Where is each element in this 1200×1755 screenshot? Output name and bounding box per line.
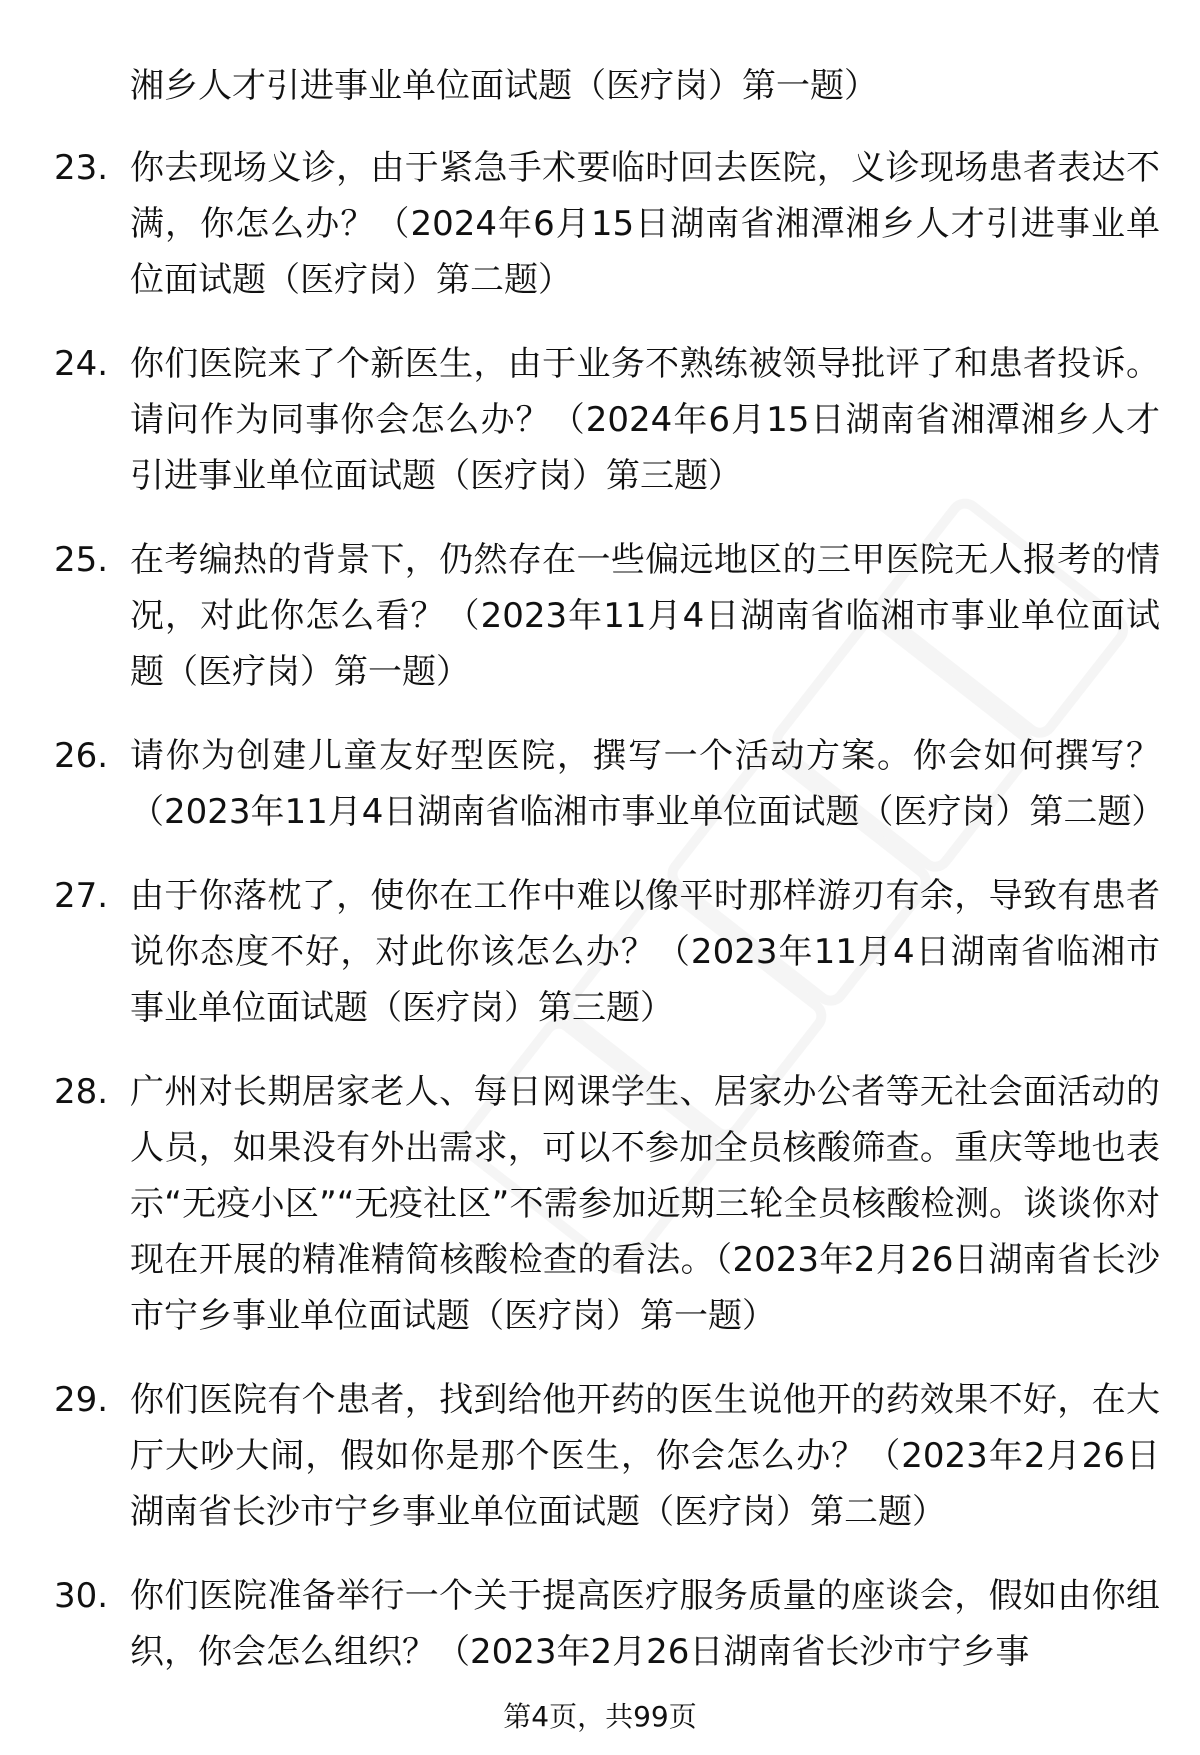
question-number: 23. xyxy=(54,148,109,188)
question-item xyxy=(0,1568,1200,1680)
question-number: 29. xyxy=(54,1380,109,1420)
question-item xyxy=(0,140,1200,308)
question-item xyxy=(0,1372,1200,1540)
question-number: 30. xyxy=(54,1576,109,1616)
question-text: 在考编热的背景下，仍然存在一些偏远地区的三甲医院无人报考的情况，对此你怎么看？（2023年11月4日湖南省临湘市事业单位面试题（医疗岗）第一题） xyxy=(130,540,1160,692)
question-item xyxy=(0,1064,1200,1344)
question-number: 25. xyxy=(54,540,109,580)
question-list xyxy=(0,140,1200,1708)
question-number: 27. xyxy=(54,876,109,916)
question-item xyxy=(0,728,1200,840)
question-text: 你们医院准备举行一个关于提高医疗服务质量的座谈会，假如由你组织，你会怎么组织？（2023年2月26日湖南省长沙市宁乡事 xyxy=(130,1576,1160,1672)
question-text: 由于你落枕了，使你在工作中难以像平时那样游刃有余，导致有患者说你态度不好，对此你该怎么办？（2023年11月4日湖南省临湘市事业单位面试题（医疗岗）第三题） xyxy=(130,876,1160,1028)
question-text: 你们医院来了个新医生，由于业务不熟练被领导批评了和患者投诉。请问作为同事你会怎么办？（2024年6月15日湖南省湘潭湘乡人才引进事业单位面试题（医疗岗）第三题） xyxy=(130,344,1160,496)
question-text: 你去现场义诊，由于紧急手术要临时回去医院，义诊现场患者表达不满，你怎么办？（2024年6月15日湖南省湘潭湘乡人才引进事业单位面试题（医疗岗）第二题） xyxy=(130,148,1160,300)
page-footer: 第4页，共99页 xyxy=(503,1700,697,1733)
question-text: 请你为创建儿童友好型医院，撰写一个活动方案。你会如何撰写？（2023年11月4日湖南省临湘市事业单位面试题（医疗岗）第二题） xyxy=(130,736,1166,832)
question-item xyxy=(0,336,1200,504)
question-number: 24. xyxy=(54,344,109,384)
question-item xyxy=(0,532,1200,700)
question-number: 28. xyxy=(54,1072,109,1112)
question-number: 26. xyxy=(54,736,109,776)
continuation-text: 湘乡人才引进事业单位面试题（医疗岗）第一题） xyxy=(130,66,878,106)
question-text: 广州对长期居家老人、每日网课学生、居家办公者等无社会面活动的人员，如果没有外出需求，可以不参加全员核酸筛查。重庆等地也表示“无疫小区”“无疫社区”不需参加近期三轮全员核酸检测。谈谈你对现在开展的精准精简核酸检查的看法。（2023年2月26日湖南省长沙市宁乡事业单位面试题（医疗岗）第一题） xyxy=(130,1072,1160,1336)
question-item xyxy=(0,868,1200,1036)
question-text: 你们医院有个患者，找到给他开药的医生说他开的药效果不好，在大厅大吵大闹，假如你是那个医生，你会怎么办？（2023年2月26日湖南省长沙市宁乡事业单位面试题（医疗岗）第二题） xyxy=(130,1380,1160,1532)
